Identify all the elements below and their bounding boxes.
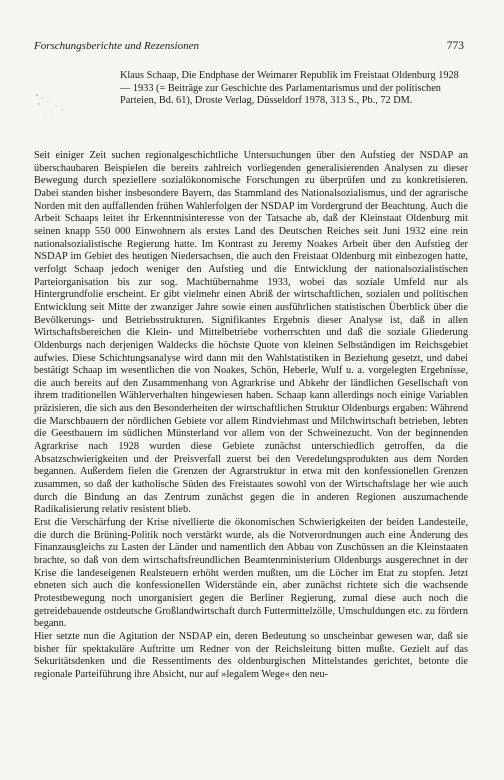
review-body bbox=[34, 150, 468, 682]
page-number: 773 bbox=[446, 40, 464, 52]
running-title: Forschungsberichte und Rezensionen bbox=[34, 40, 199, 52]
paragraph-3: Hier setzte nun die Agitation der NSDAP ein, deren Bedeutung so unscheinbar gewesen war, daß sie bisher für spektakuläre Auftritte um Redner von der Reichsleitung bitten mußte. Gezielt auf das Sekuritätsdenken und die Ressentiments des oldenburgischen Mittelstandes gerichtet, betonte die regionale Parteiführung ihre Absicht, nur auf »legalem Wege« den neu- bbox=[34, 630, 468, 680]
scan-speckle-marks bbox=[34, 92, 74, 120]
paragraph-1: Seit einiger Zeit suchen regionalgeschichtliche Untersuchungen über den Aufstieg der NSDAP an überschaubaren Beispielen die bereits zahlreich vorliegenden generalisierenden Analysen zu dieser Bewegung durch speziellere sozialökonomische Forschungen zu überprüfen und zu konkretisieren. Dabei standen bisher insbesondere Bayern, das Stammland des Nationalsozialismus, und der agrarische Norden mit den auffallenden frühen Wahlerfolgen der NSDAP im Vordergrund der Beachtung. Auch die Arbeit Schaaps leitet ihr Erkenntnisinteresse von der Tatsache ab, daß der Kleinstaat Oldenburg mit seinen knapp 550 000 Einwohnern als erstes Land des Deutschen Reiches seit Juni 1932 eine rein nationalsozialistische Regierung hatte. Im Kontrast zu Jeremy Noakes Arbeit über den Aufstieg der NSDAP im Gebiet des heutigen Niedersachsen, die auch den Freistaat Oldenburg mit einbezogen hatte, verfolgt Schaap jedoch weniger den Aufstieg und die Entwicklung der nationalsozialistischen Parteiorganisation bis zur sog. Machtübernahme 1933, wobei das soziale Umfeld nur als Hintergrundfolie erscheint. Er gibt vielmehr einen Abriß der wirtschaftlichen, sozialen und politischen Entwicklung seit Mitte der zwanziger Jahre sowie einen ausführlichen statistischen Überblick über die Bevölkerungs- und Betriebsstrukturen. Signifikantes Ergebnis dieser Analyse ist, daß in allen Wirtschaftsbereichen die Klein- und Mittelbetriebe vorherrschten und daß die soziale Gliederung Oldenburgs nach derjenigen Waldecks die höchste Quote von kleinen Selbständigen im Reichsgebiet aufwies. Diese Schichtungsanalyse wird dann mit den Wahlstatistiken in Beziehung gesetzt, und dabei bestätigt Schaap im wesentlichen die von Noakes, Schön, Heberle, Wulf u. a. vorgelegten Ergebnisse, die auch bereits auf den Zusammenhang von Agrarkrise und Abkehr der ländlichen Gesellschaft von ihrem traditionellen Wählerverhalten hingewiesen haben. Schaap kann allerdings noch einige Variablen präzisieren, die sich aus den Besonderheiten der wirtschaftlichen Struktur Oldenburgs ergaben: Während die Marschbauern der nördlichen Gebiete vor allem Rindviehmast und Milchwirtschaft betrieben, lebten die Geestbauern im südlichen Münsterland vor allem von der Schweinezucht. Von der beginnenden Agrarkrise nach 1928 wurden diese Gebiete zunächst unterschiedlich getroffen, da die Absatzschwierigkeiten und der Preisverfall zuerst bei den Veredelungsprodukten aus dem Norden begannen. Außerdem fielen die Grenzen der Agrarstruktur in etwa mit den konfessionellen Grenzen zusammen, so daß der katholische Süden des Freistaates sowohl von der Wirtschaftslage her wie auch durch die Bindung an das Zentrum zunächst gegen die in anderen Regionen auszumachende Radikalisierung relativ resistent blieb. bbox=[34, 150, 468, 516]
citation-text: Klaus Schaap, Die Endphase der Weimarer Republik im Freistaat Oldenburg 1928 — 1933 (= Beiträge zur Geschichte des Parlamentarismus und der politischen Parteien, Bd. 61), Droste Verlag, Düsseldorf 1978, 313 S., Pb., 72 DM. bbox=[120, 70, 459, 107]
paragraph-2: Erst die Verschärfung der Krise nivellierte die ökonomischen Schwierigkeiten der beiden Landesteile, die durch die Brüning-Politik noch verstärkt wurde, als die Notverordnungen auch eine Änderung des Finanzausgleichs zu Lasten der Länder und namentlich den Abbau von Zuschüssen an die Kleinstaaten brachte, so daß von dem wirtschaftsfreundlichen Beamtenministerium Oldenburgs ausgerechnet in der Krise die landeseigenen Realsteuern erhöht werden mußten, um die Löcher im Etat zu stopfen. Jetzt ebneten sich auch die konfessionellen Widerstände ein, aber zunächst richtete sich die wachsende Protestbewegung noch unorganisiert gegen die Berliner Regierung, zumal diese auch noch die getreidebauende ostdeutsche Großlandwirtschaft durch Futtermittelzölle, Umschuldungen etc. zu fördern begann. bbox=[34, 517, 468, 630]
book-citation bbox=[120, 70, 466, 108]
running-header bbox=[34, 40, 464, 60]
